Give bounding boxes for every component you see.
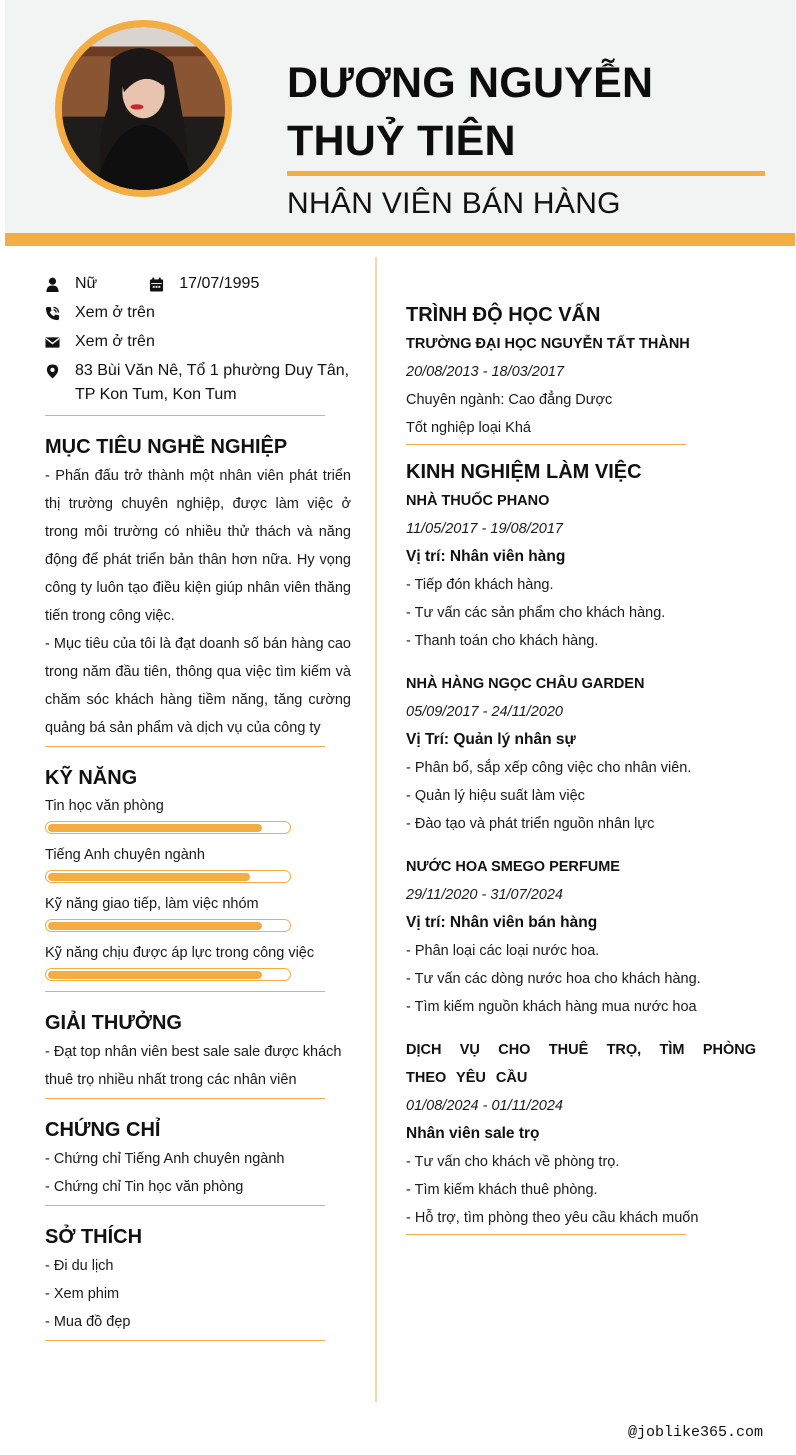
- hobby-item: - Đi du lịch: [45, 1258, 114, 1274]
- hobby-item: - Mua đồ đẹp: [45, 1314, 131, 1330]
- skill-item: [45, 844, 351, 883]
- skill-label: Kỹ năng chịu được áp lực trong công việc: [45, 945, 315, 961]
- skill-item: [45, 893, 351, 932]
- skill-progress-fill: [48, 922, 262, 930]
- skill-progress-fill: [48, 824, 262, 832]
- job-role: Vị trí: Nhân viên hàng: [406, 548, 566, 565]
- award-item: - Đạt top nhân viên best sale sale được khách thuê trọ nhiều nhất trong các nhân viên: [45, 1044, 342, 1088]
- address: 83 Bùi Văn Nê, Tổ 1 phường Duy Tân, TP Kon Tum, Kon Tum: [75, 362, 350, 403]
- section-rule: [406, 444, 686, 445]
- section-rule: [45, 746, 325, 747]
- phone-icon: [45, 301, 75, 325]
- skill-label: Kỹ năng giao tiếp, làm việc nhóm: [45, 896, 259, 912]
- job-dates: 11/05/2017 - 19/08/2017: [406, 521, 563, 537]
- skill-item: [45, 795, 351, 834]
- calendar-icon: [149, 272, 179, 296]
- gender-dob-row: [45, 272, 351, 301]
- skill-progress-bar: [45, 919, 291, 932]
- email-row: [45, 330, 351, 359]
- phone: Xem ở trên: [75, 304, 155, 321]
- job-role: Vị Trí: Quản lý nhân sự: [406, 731, 576, 748]
- job-role: Nhân viên sale trọ: [406, 1125, 540, 1142]
- job-task: - Tư vấn các sản phẩm cho khách hàng.: [406, 605, 666, 621]
- date-of-birth: 17/07/1995: [179, 275, 260, 292]
- job-task: - Đào tạo và phát triển nguồn nhân lực: [406, 816, 655, 832]
- education-dates: 20/08/2013 - 18/03/2017: [406, 364, 565, 380]
- skill-progress-bar: [45, 870, 291, 883]
- section-rule: [406, 1234, 686, 1235]
- skill-label: Tin học văn phòng: [45, 798, 164, 814]
- email: Xem ở trên: [75, 333, 155, 350]
- dob-group: [149, 272, 259, 296]
- skills-list: [45, 795, 351, 981]
- job-entry: [406, 487, 756, 655]
- job-task: - Tư vấn cho khách về phòng trọ.: [406, 1154, 620, 1170]
- watermark: @joblike365.com: [628, 1424, 764, 1441]
- education-grade: Tốt nghiệp loại Khá: [406, 420, 531, 436]
- job-task: - Phân loại các loại nước hoa.: [406, 943, 600, 959]
- job-task: - Thanh toán cho khách hàng.: [406, 633, 599, 649]
- job-dates: 05/09/2017 - 24/11/2020: [406, 704, 563, 720]
- job-task: - Tiếp đón khách hàng.: [406, 577, 554, 593]
- section-rule: [45, 1205, 325, 1206]
- job-entry: [406, 670, 756, 838]
- header-accent-bar: [5, 233, 795, 246]
- avatar: [55, 20, 232, 197]
- section-rule: [45, 415, 325, 416]
- job-dates: 29/11/2020 - 31/07/2024: [406, 887, 563, 903]
- job-task: - Tư vấn các dòng nước hoa cho khách hàng.: [406, 971, 701, 987]
- job-task: - Tìm kiếm nguồn khách hàng mua nước hoa: [406, 999, 697, 1015]
- profile-photo: [62, 27, 225, 190]
- job-entry: [406, 853, 756, 1021]
- column-divider: [375, 257, 377, 1402]
- job-org: NHÀ HÀNG NGỌC CHÂU GARDEN: [406, 676, 645, 692]
- experience-title: KINH NGHIỆM LÀM VIỆC: [406, 461, 642, 483]
- job-org: DỊCH VỤ CHO THUÊ TRỌ, TÌM PHÒNG THEO YÊU CẦU: [406, 1042, 756, 1086]
- user-icon: [45, 272, 75, 296]
- skill-progress-bar: [45, 968, 291, 981]
- certificate-item: - Chứng chỉ Tin học văn phòng: [45, 1179, 244, 1195]
- gender: Nữ: [75, 275, 98, 292]
- job-dates: 01/08/2024 - 01/11/2024: [406, 1098, 563, 1114]
- skill-progress-fill: [48, 971, 262, 979]
- skills-title: KỸ NĂNG: [45, 767, 138, 789]
- section-rule: [45, 991, 325, 992]
- skill-item: [45, 942, 351, 981]
- objective-title: MỤC TIÊU NGHỀ NGHIỆP: [45, 436, 288, 458]
- hobbies-title: SỞ THÍCH: [45, 1226, 143, 1248]
- job-task: - Quản lý hiệu suất làm việc: [406, 788, 585, 804]
- job-entry: [406, 1036, 756, 1232]
- skill-progress-bar: [45, 821, 291, 834]
- envelope-icon: [45, 330, 75, 354]
- education-title: TRÌNH ĐỘ HỌC VẤN: [406, 304, 601, 326]
- section-rule: [45, 1340, 325, 1341]
- objective-paragraph: - Phấn đấu trở thành một nhân viên phát triển thị trường chuyên nghiệp, được làm việc ở trong môi trường có nhiều thử thách và năng động để phát triển bản thân hơn nữa. Hy vọng công ty luôn tạo điều kiện giúp nhân viên thăng tiến trong công việc.: [45, 468, 351, 624]
- job-org: NHÀ THUỐC PHANO: [406, 493, 550, 509]
- objective-paragraph: - Mục tiêu của tôi là đạt doanh số bán hàng cao trong năm đầu tiên, thông qua việc tìm kiếm và chăm sóc khách hàng tiềm năng, tăng cường quảng bá sản phẩm và dịch vụ của công ty: [45, 636, 351, 736]
- awards-title: GIẢI THƯỞNG: [45, 1012, 182, 1034]
- education-major: Chuyên ngành: Cao đẳng Dược: [406, 392, 613, 408]
- job-task: - Hỗ trợ, tìm phòng theo yêu cầu khách muốn: [406, 1210, 699, 1226]
- school-name: TRƯỜNG ĐẠI HỌC NGUYỄN TẤT THÀNH: [406, 336, 690, 352]
- job-task: - Phân bổ, sắp xếp công việc cho nhân viên.: [406, 760, 692, 776]
- name-underline: [287, 171, 765, 176]
- certificates-title: CHỨNG CHỈ: [45, 1119, 161, 1141]
- candidate-name: DƯƠNG NGUYỄN THUỶ TIÊN: [287, 59, 654, 165]
- right-column: [406, 300, 756, 1235]
- certificate-item: - Chứng chỉ Tiếng Anh chuyên ngành: [45, 1151, 285, 1167]
- job-task: - Tìm kiếm khách thuê phòng.: [406, 1182, 598, 1198]
- skill-progress-fill: [48, 873, 250, 881]
- job-title: NHÂN VIÊN BÁN HÀNG: [287, 187, 621, 220]
- map-marker-icon: [45, 359, 75, 383]
- hobby-item: - Xem phim: [45, 1286, 120, 1302]
- job-role: Vị trí: Nhân viên bán hàng: [406, 914, 598, 931]
- left-column: [45, 272, 351, 1341]
- address-row: [45, 359, 351, 407]
- section-rule: [45, 1098, 325, 1099]
- job-org: NƯỚC HOA SMEGO PERFUME: [406, 859, 620, 875]
- phone-row: [45, 301, 351, 330]
- skill-label: Tiếng Anh chuyên ngành: [45, 847, 205, 863]
